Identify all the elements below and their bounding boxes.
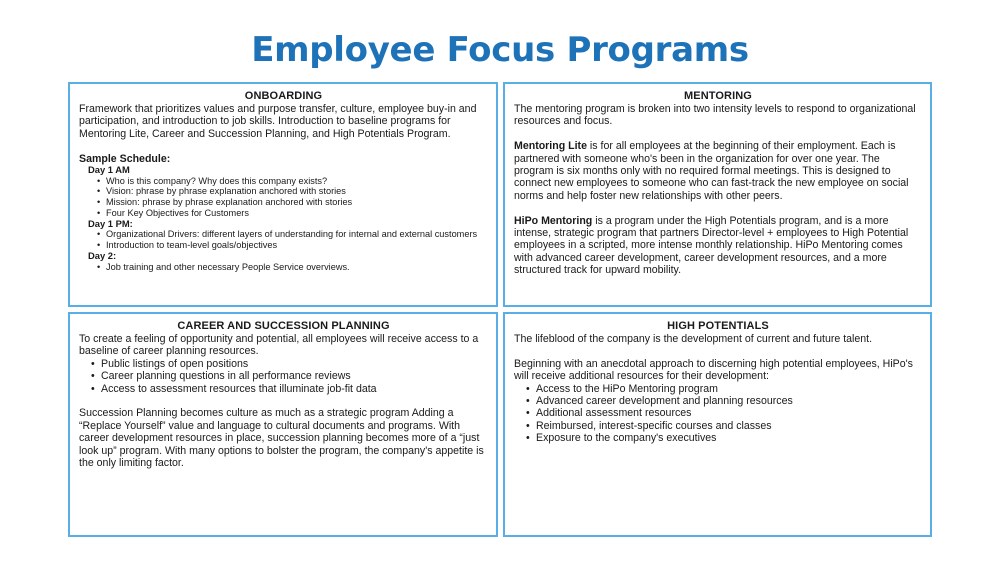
day-1-am-list <box>79 176 488 219</box>
list-item: • Additional assessment resources <box>526 407 922 419</box>
page-title: Employee Focus Programs <box>251 30 749 70</box>
list-item: • Career planning questions in all performance reviews <box>91 370 488 382</box>
mentoring-panel <box>503 82 932 307</box>
list-item: • Job training and other necessary People Service overviews. <box>97 262 488 273</box>
onboarding-panel <box>68 82 498 307</box>
day-2-list <box>79 262 488 273</box>
mentoring-lite-paragraph <box>514 140 922 202</box>
onboarding-heading: ONBOARDING <box>244 90 323 102</box>
list-item: • Public listings of open positions <box>91 358 488 370</box>
list-item: • Who is this company? Why does this company exists? <box>97 176 488 187</box>
high-potentials-heading: HIGH POTENTIALS <box>667 320 769 332</box>
list-item: • Reimbursed, interest-specific courses and classes <box>526 420 922 432</box>
mentoring-lite-term: Mentoring Lite <box>514 140 587 153</box>
high-potentials-list <box>514 383 922 445</box>
career-panel <box>68 312 498 537</box>
list-item: • Access to assessment resources that illuminate job-fit data <box>91 383 488 395</box>
hipo-mentoring-paragraph <box>514 215 922 277</box>
high-potentials-lead: Beginning with an anecdotal approach to discerning high potential employees, HiPo's will receive additional resources for their development: <box>514 357 913 383</box>
list-item: • Mission: phrase by phrase explanation anchored with stories <box>97 197 488 208</box>
list-item: • Organizational Drivers: different layers of understanding for internal and external customers <box>97 229 488 240</box>
career-closing: Succession Planning becomes culture as much as a strategic program Adding a “Replace Yourself” value and language to cultural documents and programs. With career development resources in place, succession planning becomes more of a “just look up” program. With many options to bolster the program, the company's appetite is the only limiting factor. <box>79 407 484 470</box>
list-item: • Vision: phrase by phrase explanation anchored with stories <box>97 186 488 197</box>
career-heading: CAREER AND SUCCESSION PLANNING <box>177 320 390 332</box>
list-item: • Advanced career development and planning resources <box>526 395 922 407</box>
day-2-label: Day 2: <box>88 249 117 261</box>
day-1-pm-label: Day 1 PM: <box>88 217 133 229</box>
hipo-mentoring-text: is a program under the High Potentials program, and is a more intense, strategic program that partners Director-level + employees to High Potential employees in a scripted, more intense monthly relationship. HiPo Mentoring comes with advanced career development, career development resources, and a more structured track for upward mobility. <box>514 214 909 277</box>
list-item: • Introduction to team-level goals/objectives <box>97 240 488 251</box>
day-1-pm-list <box>79 229 488 251</box>
mentoring-heading: MENTORING <box>684 90 752 102</box>
list-item: • Four Key Objectives for Customers <box>97 208 488 219</box>
list-item: • Exposure to the company's executives <box>526 432 922 444</box>
high-potentials-intro: The lifeblood of the company is the development of current and future talent. <box>514 333 873 345</box>
sample-schedule-heading: Sample Schedule: <box>79 152 171 165</box>
mentoring-lite-text: is for all employees at the beginning of their employment. Each is partnered with someone who's been in the organization for over one year. The program is six months only with no required formal meetings. This is designed to connect new employees to someone who can fast-track the new employee on social norms and help foster new relationships with other peers. <box>514 140 909 202</box>
onboarding-intro: Framework that prioritizes values and purpose transfer, culture, employee buy-in and participation, and introduction to job skills. Introduction to baseline programs for Mentoring Lite, Career and Succession Planning, and High Potentials Program. <box>79 103 477 140</box>
list-item: • Access to the HiPo Mentoring program <box>526 383 922 395</box>
career-list <box>79 358 488 395</box>
hipo-mentoring-term: HiPo Mentoring <box>514 214 593 227</box>
career-intro: To create a feeling of opportunity and potential, all employees will receive access to a baseline of career planning resources. <box>79 333 479 358</box>
day-1-am-label: Day 1 AM <box>88 164 130 176</box>
mentoring-intro: The mentoring program is broken into two intensity levels to respond to organizational resources and focus. <box>514 103 916 128</box>
high-potentials-panel <box>503 312 932 537</box>
